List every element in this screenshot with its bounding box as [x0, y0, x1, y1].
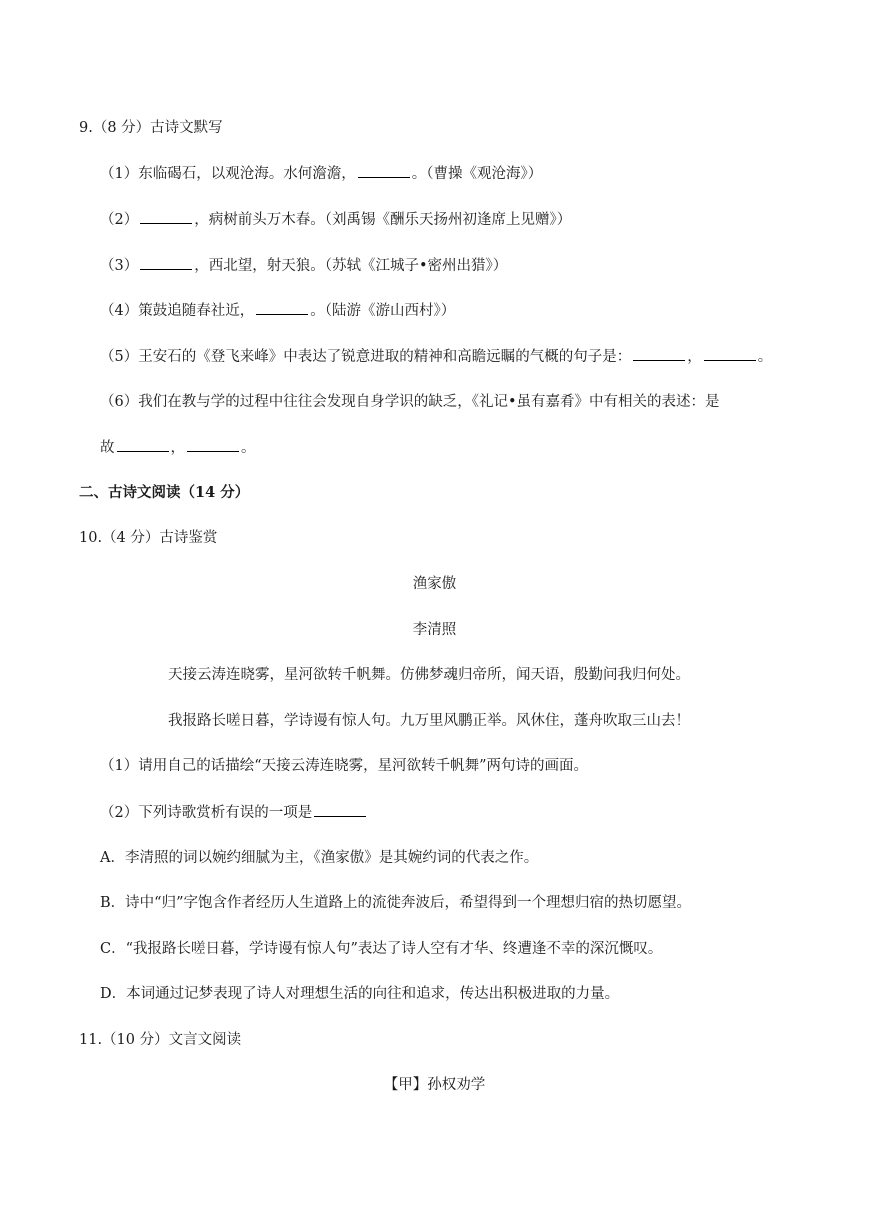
section-2-heading: 二、古诗文阅读（14 分） [79, 484, 250, 501]
answer-blank [140, 255, 192, 270]
answer-blank [256, 300, 308, 315]
answer-blank [187, 437, 239, 452]
passage-subtitle: 【甲】孙权劝学 [383, 1077, 486, 1093]
question-9-item-1: （1）东临碣石，以观沧海。水何澹澹， 。（曹操《观沧海》） [100, 163, 542, 184]
answer-blank [314, 802, 366, 817]
option-d: D．本词通过记梦表现了诗人对理想生活的向往和追求，传达出积极进取的力量。 [100, 986, 620, 1002]
option-a: A．李清照的词以婉约细腻为主，《渔家傲》是其婉约词的代表之作。 [100, 850, 539, 866]
answer-blank [704, 346, 756, 361]
question-9-item-2: （2） ，病树前头万木春。（刘禹锡《酬乐天扬州初逢席上见赠》） [100, 209, 571, 230]
answer-blank [358, 163, 410, 178]
question-9-item-6: （6）我们在教与学的过程中往往会发现自身学识的缺乏，《礼记•虽有嘉肴》中有相关的表述：是 [100, 394, 720, 410]
poem-author: 李清照 [412, 622, 457, 638]
poem-title: 渔家傲 [412, 576, 457, 592]
poem-line-2: 我报路长嗟日暮，学诗谩有惊人句。九万里风鹏正举。风休住，蓬舟吹取三山去！ [168, 713, 690, 729]
answer-blank [117, 437, 169, 452]
answer-blank [140, 209, 192, 224]
question-10-title: 10.（4 分）古诗鉴赏 [79, 530, 218, 546]
question-9-item-5: （5）王安石的《登飞来峰》中表达了锐意进取的精神和高瞻远瞩的气概的句子是： ， 。 [100, 346, 772, 367]
option-c: C．“我报路长嗟日暮，学诗谩有惊人句”表达了诗人空有才华、终遭逢不幸的深沉慨叹。 [100, 941, 663, 957]
question-9-title: 9.（8 分）古诗文默写 [79, 120, 223, 136]
poem-line-1: 天接云涛连晓雾，星河欲转千帆舞。仿佛梦魂归帝所，闻天语，殷勤问我归何处。 [168, 667, 690, 683]
question-9-item-3: （3） ，西北望，射天狼。（苏轼《江城子•密州出猎》） [100, 255, 507, 276]
question-10-sub-1: （1）请用自己的话描绘“天接云涛连晓雾，星河欲转千帆舞”两句诗的画面。 [100, 758, 589, 774]
answer-blank [633, 346, 685, 361]
option-b: B．诗中“归”字饱含作者经历人生道路上的流徙奔波后，希望得到一个理想归宿的热切愿望。 [100, 895, 691, 911]
question-9-item-6-continued: 故 ， 。 [100, 437, 256, 458]
question-11-title: 11.（10 分）文言文阅读 [79, 1032, 242, 1048]
question-9-item-4: （4）策鼓追随春社近， 。（陆游《游山西村》） [100, 300, 455, 321]
question-10-sub-2: （2）下列诗歌赏析有误的一项是 [100, 802, 368, 823]
